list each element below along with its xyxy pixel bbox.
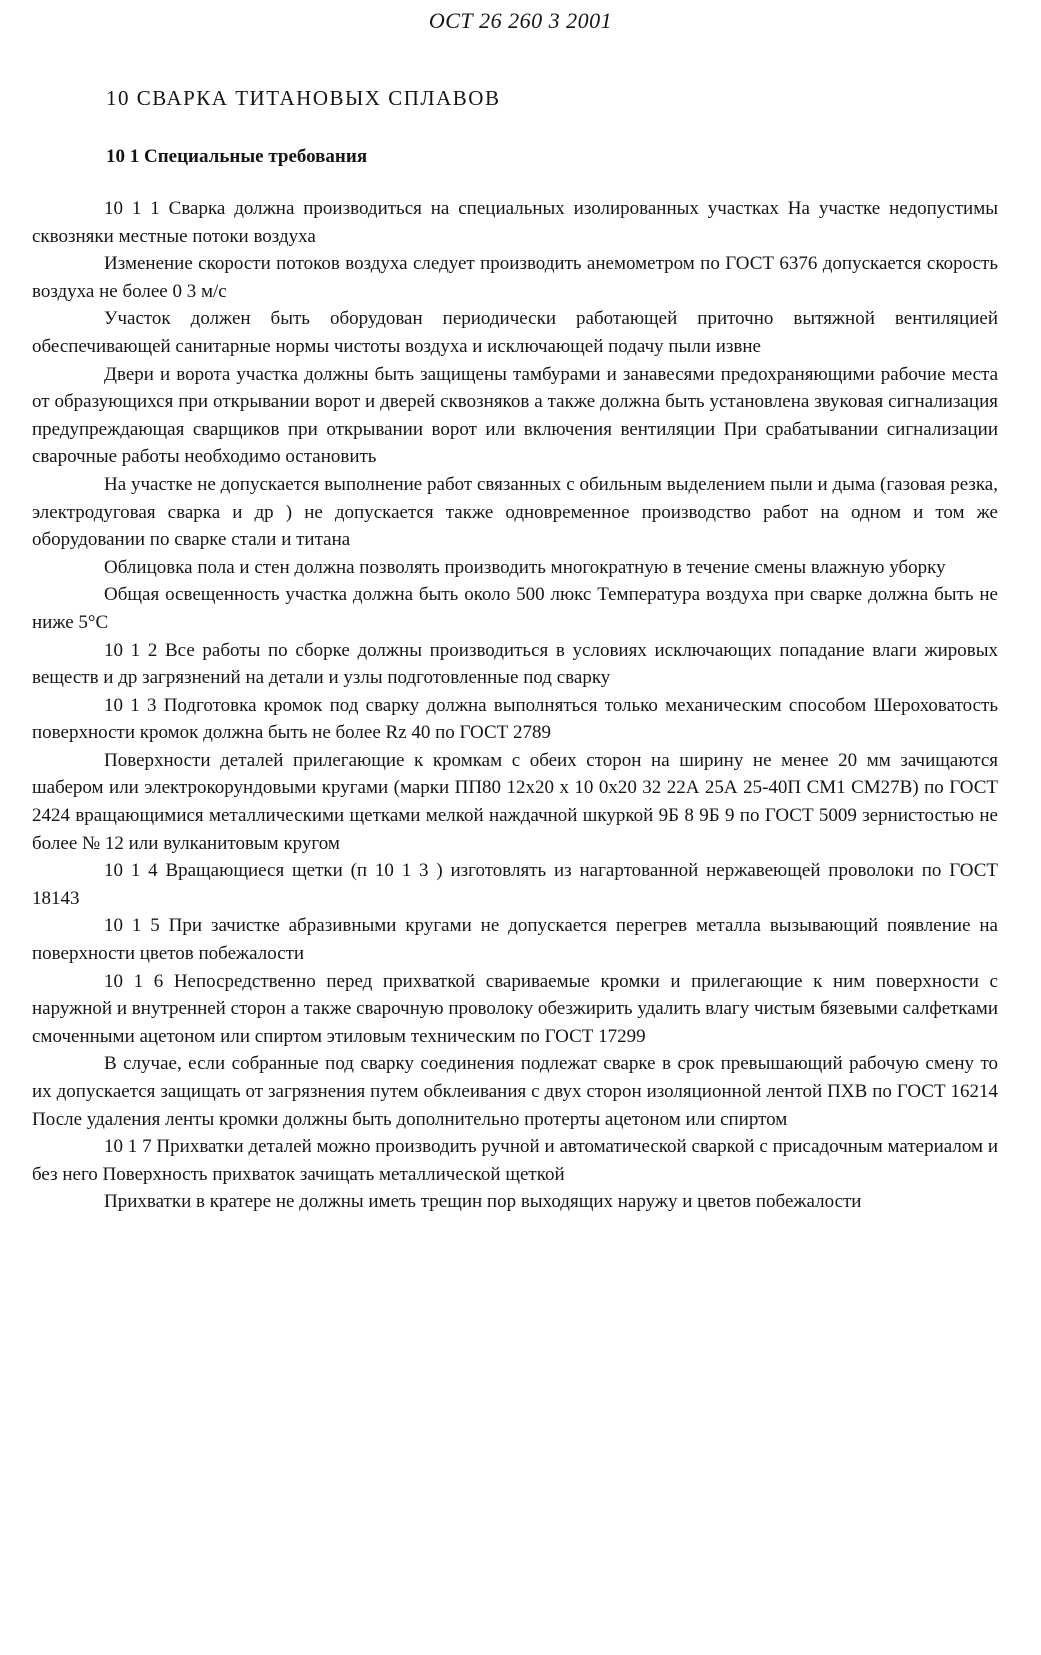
document-code-header: ОСТ 26 260 3 2001 <box>428 8 613 33</box>
section-title: 10 СВАРКА ТИТАНОВЫХ СПЛАВОВ <box>106 86 501 110</box>
paragraph: На участке не допускается выполнение работ связанных с обильным выделением пыли и дыма (газовая резка, электродуговая сварка и др ) не допускается также одновременное производство работ на одном и том же оборудовании по сварке стали и титана <box>32 473 998 551</box>
paragraph: 10 1 2 Все работы по сборке должны производиться в условиях исключающих попадание влаги жировых веществ и др загрязнений на детали и узлы подготовленные под сварку <box>32 639 998 689</box>
paragraph: 10 1 6 Непосредственно перед прихваткой свариваемые кромки и прилегающие к ним поверхности с наружной и внутренней сторон а также сварочную проволоку обезжирить удалить влагу чистым бязевыми салфетками смоченными ацетоном или спиртом этиловым техническим по ГОСТ 17299 <box>32 970 998 1047</box>
paragraph: 10 1 5 При зачистке абразивными кругами не допускается перегрев металла вызывающий появление на поверхности цветов побежалости <box>32 915 998 965</box>
paragraph: Двери и ворота участка должны быть защищены тамбурами и занавесями предохраняющими рабочие места от образующихся при открывании ворот и дверей сквозняков а также должна быть установлена звуковая сигнализация предупреждающая сварщиков при открывании ворот или включения вентиляции При срабатывании сигнализации сварочные работы необходимо остановить <box>32 363 998 468</box>
paragraph: 10 1 7 Прихватки деталей можно производить ручной и автоматической сваркой с присадочным материалом и без него Поверхность прихваток зачищать металлической щеткой <box>32 1136 998 1185</box>
paragraph: Поверхности деталей прилегающие к кромкам с обеих сторон на ширину не менее 20 мм зачищаются шабером или электрокорундовыми кругами (марки ПП80 12х20 х 10 0х20 32 22А 25А 25-40П СМ1 СМ27В) по ГОСТ 2424 вращающимися металлическими щетками мелкой наждачной шкуркой 9Б 8 9Б 9 по ГОСТ 5009 зернистостью не более № 12 или вулканитовым кругом <box>32 749 998 854</box>
paragraph: 10 1 1 Сварка должна производиться на специальных изолированных участках На участке недопустимы сквозняки местные потоки воздуха <box>32 198 998 247</box>
paragraph: Облицовка пола и стен должна позволять производить многократную в течение смены влажную уборку <box>104 556 946 578</box>
document-body <box>32 195 998 1216</box>
paragraph: Общая освещенность участка должна быть около 500 люкс Температура воздуха при сварке должна быть не ниже 5°С <box>32 584 998 633</box>
paragraph: 10 1 4 Вращающиеся щетки (п 10 1 3 ) изготовлять из нагартованной нержавеющей проволоки по ГОСТ 18143 <box>32 860 998 909</box>
subsection-title: 10 1 Специальные требования <box>106 146 368 167</box>
paragraph: 10 1 3 Подготовка кромок под сварку должна выполняться только механическим способом Шероховатость поверхности кромок должна быть не более Rz 40 по ГОСТ 2789 <box>32 694 998 744</box>
paragraph: Участок должен быть оборудован периодически работающей приточно вытяжной вентиляцией обеспечивающей санитарные нормы чистоты воздуха и исключающей подачу пыли извне <box>32 308 998 357</box>
paragraph: В случае, если собранные под сварку соединения подлежат сварке в срок превышающий рабочую смену то их допускается защищать от загрязнения путем обклеивания с двух сторон изоляционной лентой ПХВ по ГОСТ 16214 После удаления ленты кромки должны быть дополнительно протерты ацетоном или спиртом <box>32 1053 998 1130</box>
paragraph: Изменение скорости потоков воздуха следует производить анемометром по ГОСТ 6376 допускается скорость воздуха не более 0 3 м/с <box>32 253 998 302</box>
paragraph: Прихватки в кратере не должны иметь трещин пор выходящих наружу и цветов побежалости <box>104 1191 862 1213</box>
